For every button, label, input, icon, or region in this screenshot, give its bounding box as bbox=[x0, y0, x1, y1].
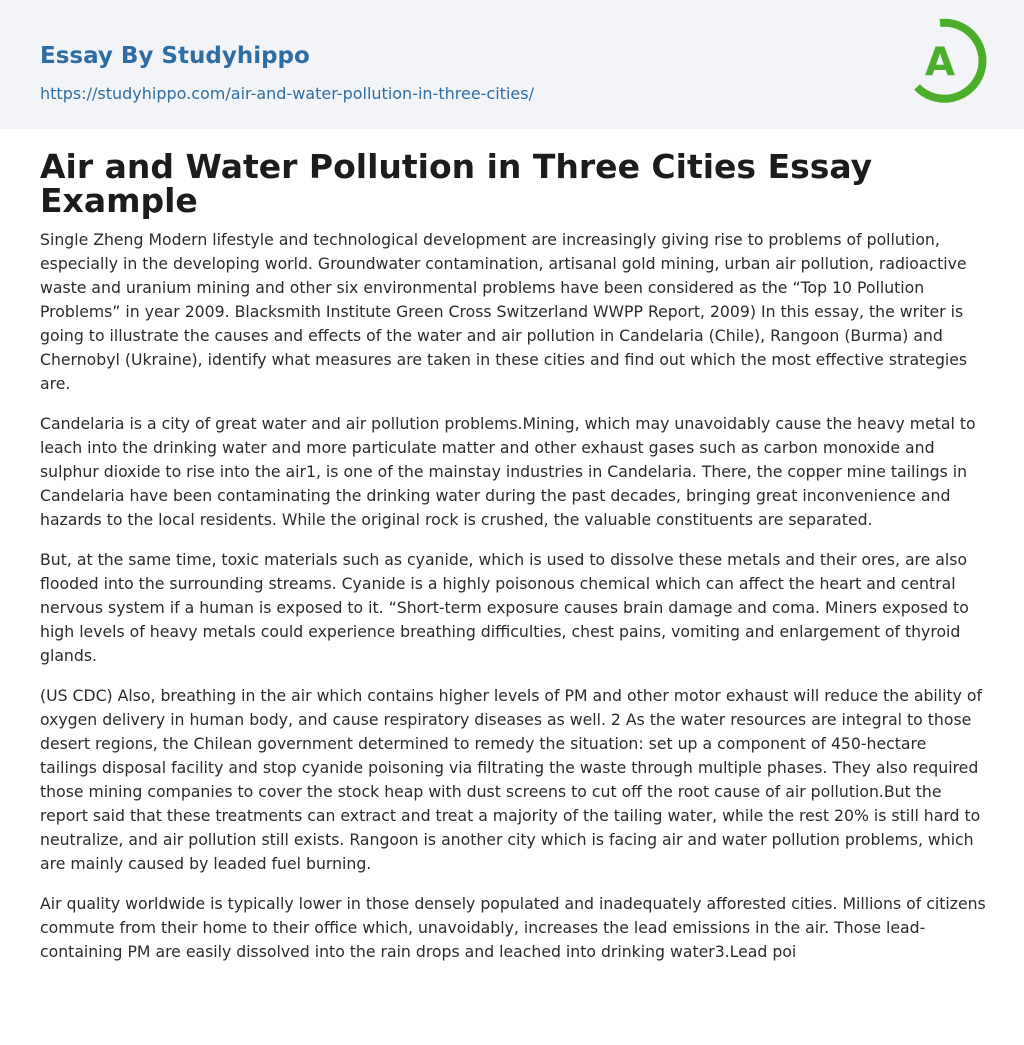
essay-paragraph: Air quality worldwide is typically lower in those densely populated and inadequately afforested cities. Millions of citizens commute from their home to their office which, unavoidably, increases the lead emissions in the air. Those lead-containing PM are easily dissolved into the rain drops and leached into drinking water3.Lead poi bbox=[40, 894, 986, 961]
essay-title: Air and Water Pollution in Three Cities Essay Example bbox=[40, 147, 873, 220]
studyhippo-logo-icon[interactable] bbox=[906, 18, 990, 106]
essay-paragraph: But, at the same time, toxic materials such as cyanide, which is used to dissolve these metals and their ores, are also flooded into the surrounding streams. Cyanide is a highly poisonous chemical which can affect the heart and central nervous system if a human is exposed to it. “Short-term exposure causes brain damage and coma. Miners exposed to high levels of heavy metals could experience breathing difficulties, chest pains, vomiting and enlargement of thyroid glands. bbox=[40, 550, 969, 665]
essay-paragraph: Single Zheng Modern lifestyle and technological development are increasingly giving rise to problems of pollution, especially in the developing world. Groundwater contamination, artisanal gold mining, urban air pollution, radioactive waste and uranium mining and other six environmental problems have been considered as the “Top 10 Pollution Problems” in year 2009. Blacksmith Institute Green Cross Switzerland WWPP Report, 2009) In this essay, the writer is going to illustrate the causes and effects of the water and air pollution in Candelaria (Chile), Rangoon (Burma) and Chernobyl (Ukraine), identify what measures are taken in these cities and find out which the most effective strategies are. bbox=[40, 230, 968, 393]
essay-content bbox=[40, 147, 986, 980]
logo-letter: A bbox=[924, 40, 956, 85]
site-brand[interactable]: Essay By Studyhippo bbox=[40, 43, 310, 69]
essay-paragraph: (US CDC) Also, breathing in the air which contains higher levels of PM and other motor exhaust will reduce the ability of oxygen delivery in human body, and cause respiratory diseases as well. 2 As the water resources are integral to those desert regions, the Chilean government determined to remedy the situation: set up a component of 450-hectare tailings disposal facility and stop cyanide poisoning via filtrating the waste through multiple phases. They also required those mining companies to cover the stock heap with dust screens to cut off the root cause of air pollution.But the report said that these treatments can extract and treat a majority of the tailing water, while the rest 20% is still hard to neutralize, and air pollution still exists. Rangoon is another city which is facing air and water pollution problems, which are mainly caused by leaded fuel burning. bbox=[40, 686, 983, 873]
essay-paragraph: Candelaria is a city of great water and air pollution problems.Mining, which may unavoidably cause the heavy metal to leach into the drinking water and more particulate matter and other exhaust gases such as carbon monoxide and sulphur dioxide to rise into the air1, is one of the mainstay industries in Candelaria. There, the copper mine tailings in Candelaria have been contaminating the drinking water during the past decades, bringing great inconvenience and hazards to the local residents. While the original rock is crushed, the valuable constituents are separated. bbox=[40, 414, 976, 529]
essay-url-link[interactable]: https://studyhippo.com/air-and-water-pollution-in-three-cities/ bbox=[40, 84, 534, 103]
site-header bbox=[0, 0, 1024, 129]
